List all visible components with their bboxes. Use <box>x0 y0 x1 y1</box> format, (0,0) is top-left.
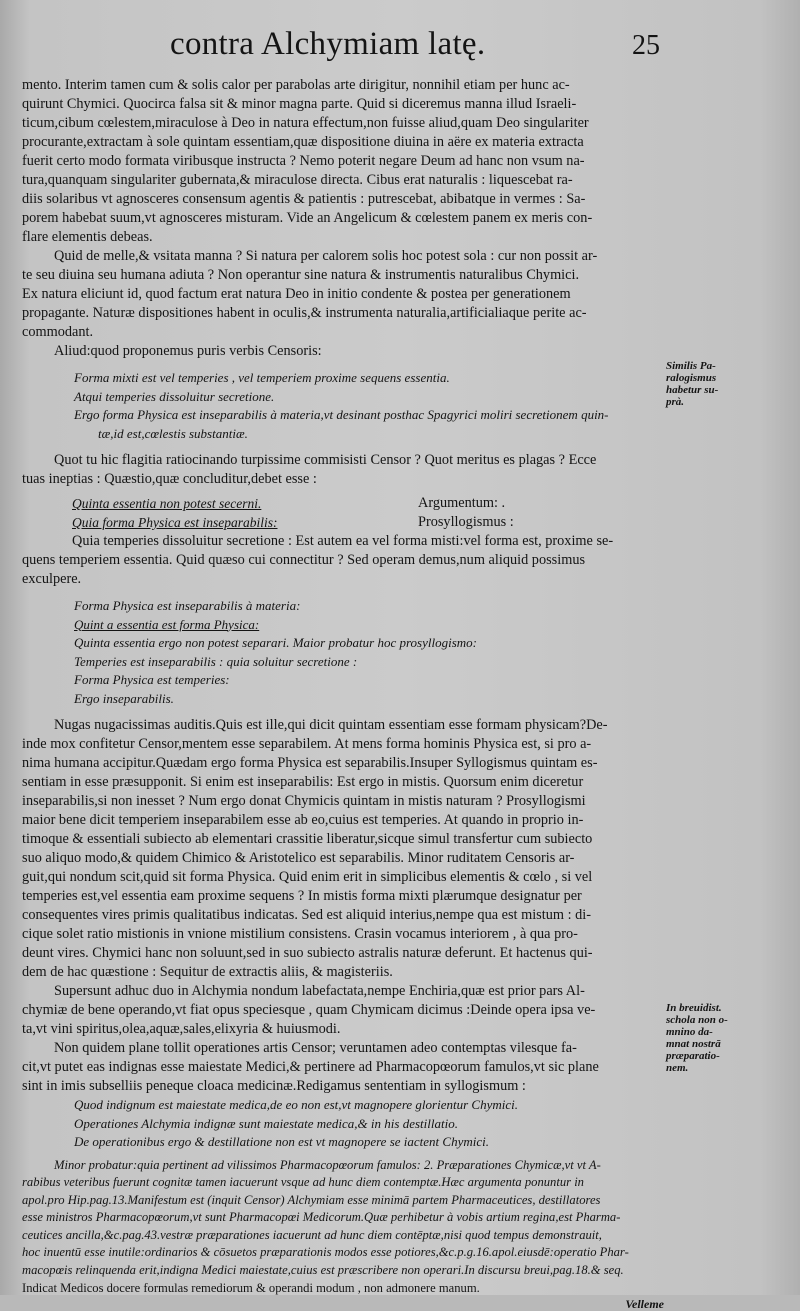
text-line: temperies est,vel essentia eam proxime sequens ? In mistis forma mixti plærumque designatur per <box>22 888 582 904</box>
text-line: propagante. Naturæ dispositiones habent in oculis,& instrumenta naturalia,artificialiaque perite ac- <box>22 305 587 321</box>
syllogism-line: Forma Physica est inseparabilis à materia: <box>74 598 301 613</box>
text-line: Quia temperies dissoluitur secretione : Est autem ea vel forma misti:vel forma est, proxime se- <box>72 533 614 549</box>
text-line: Supersunt adhuc duo in Alchymia nondum labefactata,nempe Enchiria,quæ est prior pars Al- <box>54 983 585 999</box>
text-line: diis solaribus vt agnosceres consensum agentis & patientis : putrescebat, abibatque in vermes : Sa- <box>22 191 586 207</box>
text-line: Nugas nugacissimas auditis.Quis est ille,qui dicit quintam essentiam esse formam physicam?De- <box>54 717 608 733</box>
syllogism-line: Quod indignum est maiestate medica,de eo non est,vt magnopere glorientur Chymici. <box>74 1097 518 1112</box>
argument-premise: Quia forma Physica est inseparabilis: <box>72 515 278 530</box>
page-number: 25 <box>632 30 660 61</box>
syllogism-line: Quint a essentia est forma Physica: <box>74 616 260 632</box>
margin-note-line: In breuidist. <box>666 1002 722 1014</box>
text-line: Quid de melle,& vsitata manna ? Si natura per calorem solis hoc potest sola : cur non possit ar- <box>54 248 598 264</box>
margin-note-line: Similis Pa- <box>666 360 716 372</box>
syllogism-2 <box>22 597 664 708</box>
argument-label: Argumentum: . <box>418 495 506 511</box>
text-line: tuas ineptias : Quæstio,quæ concluditur,debet esse : <box>22 471 317 487</box>
syllogism-line: tæ,id est,cœlestis substantiæ. <box>98 425 248 441</box>
text-line: timoque & essentiali subiecto ab elementari crassitie liberatur,sicque simul transfertur cum subiecto <box>22 831 593 847</box>
argument-row <box>22 513 664 532</box>
text-line: procurante,extractam à sole quintam essentiam,quæ dispositione diuina in aëre ex materia extracta <box>22 134 584 150</box>
text-line: rabibus veteribus fuerunt cognitæ tamen iacuerunt vsque ad hunc diem contemptæ.Hæc argumenta ponuntur in <box>22 1175 584 1190</box>
syllogism-line: Forma mixti est vel temperies , vel temperiem proxime sequens essentia. <box>74 370 450 385</box>
margin-note-2 <box>666 1002 796 1074</box>
text-line: fuerit certo modo formata viribusque instructa ? Nemo poterit negare Deum ad hanc non vsum na- <box>22 153 585 169</box>
syllogism-1 <box>22 369 664 443</box>
syllogism-line: Ergo forma Physica est inseparabilis à materia,vt desinant posthac Spagyrici moliri secretionem quin- <box>74 407 609 422</box>
paragraph-6 <box>22 716 664 982</box>
text-line: inseparabilis,si non inesset ? Num ergo donat Chymicis quintam in mistis naturam ? Prosyllogismi <box>22 793 586 809</box>
text-line: flare elementis debeas. <box>22 229 153 245</box>
text-line: deunt vires. Chymici hanc non soluunt,sed in suo subiecto astralis naturæ deferunt. Et hactenus qui- <box>22 945 593 961</box>
text-line: Minor probatur:quia pertinent ad vilissimos Pharmacopœorum famulos: 2. Præparationes Chymicæ,vt vt A- <box>54 1157 601 1172</box>
text-line: ticum,cibum cœlestem,miraculose à Deo in natura effectum,non fuisse aliud,quam Deo singulariter <box>22 115 589 131</box>
text-line: Ex natura eliciunt id, quod factum erat natura Deo in initio condente & postea per generationem <box>22 286 571 302</box>
argument-label: Prosyllogismus : <box>418 514 514 530</box>
text-line: te seu diuina seu humana adiuta ? Non operantur sine natura & instrumentis naturalibus Chymici. <box>22 267 580 283</box>
text-line: Indicat Medicos docere formulas remediorum & operandi modum , non admonere manum. <box>22 1280 480 1295</box>
text-line: guit,qui nondum scit,quid sit forma Physica. Quid enim erit in simplicibus elementis & cœlo , si vel <box>22 869 593 885</box>
margin-note-1 <box>666 360 796 408</box>
paragraph-4 <box>22 451 664 489</box>
argument-table <box>22 494 664 532</box>
text-line: nima humana accipitur.Quædam ergo forma Physica est separabilis.Insuper Syllogismus quintam es- <box>22 755 598 771</box>
text-line: macopœis relinquenda erit,indigna Medici maiestate,cuius est præscribere non operari.In discursu breui,pag.18.& seq. <box>22 1263 624 1278</box>
text-line: cit,vt putet eas indignas esse maiestate Medici,& pertinere ad Pharmacopœorum famulos,vt sic plane <box>22 1059 599 1075</box>
text-line: suo aliquo modo,& quidem Chimico & Aristotelico est separabilis. Minor ruditatem Censoris ar- <box>22 850 575 866</box>
text-line: consequentes vires primis qualitatibus indicatas. Sed est aliquid interius,nempe qua est mistum : di- <box>22 907 591 923</box>
main-text-column <box>22 76 664 1311</box>
text-line: quens temperiem essentia. Quid quæso cui connectitur ? Sed operam demus,num aliquid possimus <box>22 552 586 568</box>
syllogism-line: Operationes Alchymia indignæ sunt maiestate medica,& in his destillatio. <box>74 1115 458 1131</box>
syllogism-line: Forma Physica est temperies: <box>74 672 230 687</box>
margin-note-line: ralogismus <box>666 372 717 384</box>
margin-note-line: schola non o- <box>666 1014 728 1026</box>
text-line: chymiæ de bene operando,vt fiat opus speciesque , quam Chymicam dicimus :Deinde opera ipsa ve- <box>22 1002 596 1018</box>
margin-note-line: habetur su- <box>666 384 719 396</box>
margin-note-line: mnat nostrā <box>666 1038 721 1050</box>
paragraph-3 <box>22 342 664 361</box>
text-line: hoc inuentū esse inutile:ordinarios & cōsuetos præparationis modos esse potiores,&c.p.g.16.apol.eiusdē:operatio Phar- <box>22 1245 629 1260</box>
argument-premise: Quinta essentia non potest secerni. <box>72 496 262 511</box>
text-line: quirunt Chymici. Quocirca falsa sit & minor magna parte. Quid si diceremus manna illud Israeli- <box>22 96 577 112</box>
paragraph-8 <box>22 1039 664 1096</box>
text-line: inde mox confitetur Censor,mentem esse separabilem. At mens forma hominis Physica est, si pro a- <box>22 736 592 752</box>
paragraph-7 <box>22 982 664 1039</box>
margin-note-line: præparatio- <box>666 1050 720 1062</box>
text-line: commodant. <box>22 324 94 340</box>
text-line: exculpere. <box>22 571 82 587</box>
margin-note-line: mnino da- <box>666 1026 713 1038</box>
paragraph-9-note <box>22 1157 664 1280</box>
catchword: Velleme <box>625 1297 664 1311</box>
page-header <box>0 26 800 72</box>
syllogism-line: Temperies est inseparabilis : quia soluitur secretione : <box>74 653 358 669</box>
paragraph-1 <box>22 76 664 247</box>
text-line: porem habebat suum,vt agnosceres misturam. Vide an Angelicum & cœlestem panem ex meris con- <box>22 210 593 226</box>
text-line: Non quidem plane tollit operationes artis Censor; veruntamen adeo contemptas vilesque fa- <box>54 1040 577 1056</box>
text-line: sentiam in esse præsupponit. Si enim est inseparabilis: Est ergo in mistis. Quorsum enim diceretur <box>22 774 584 790</box>
syllogism-line: Quinta essentia ergo non potest separari. Maior probatur hoc prosyllogismo: <box>74 635 477 650</box>
text-line: mento. Interim tamen cum & solis calor per parabolas arte dirigitur, nonnihil etiam per hunc ac- <box>22 77 570 93</box>
margin-note-line: nem. <box>666 1062 689 1074</box>
paragraph-5 <box>22 532 664 589</box>
text-line: sint in imis subselliis peneque cloaca medicinæ.Redigamus sententiam in syllogismum : <box>22 1078 526 1094</box>
text-line: ceutices ancilla,&c.pag.43.vestræ præparationes iacuerunt ad hunc diem contēptæ,nisi quod tempus demonstrauit, <box>22 1227 602 1242</box>
paragraph-9-last <box>22 1280 664 1298</box>
syllogism-3 <box>22 1096 664 1152</box>
margin-note-line: prà. <box>666 396 685 408</box>
text-line: maior bene dicit temperiem inseparabilem esse ab eo,cuius est temperies. At quando in proprio in- <box>22 812 584 828</box>
paragraph-2 <box>22 247 664 342</box>
text-line: cique solet ratio mistionis in vnione mistilium consistens. Crasin vocamus interiorem , à qua pro- <box>22 926 578 942</box>
syllogism-line: Atqui temperies dissoluitur secretione. <box>74 388 275 404</box>
text-line: ta,vt vini spiritus,olea,aquæ,sales,elixyria & huiusmodi. <box>22 1021 341 1037</box>
text-line: tura,quanquam singulariter gubernata,& miraculose directa. Cibus erat naturalis : liquescebat ra- <box>22 172 573 188</box>
syllogism-line: Ergo inseparabilis. <box>74 690 174 706</box>
text-line: Quot tu hic flagitia ratiocinando turpissime commisisti Censor ? Quot meritus es plagas ? Ecce <box>54 452 597 468</box>
running-title: contra Alchymiam latę. <box>170 26 486 62</box>
text-line: Aliud:quod proponemus puris verbis Censoris: <box>54 343 322 359</box>
text-line: apol.pro Hip.pag.13.Manifestum est (inquit Censor) Alchymiam esse minimā partem Pharmaceutices, destillatores <box>22 1192 601 1207</box>
text-line: esse ministros Pharmacopœorum,vt sunt Pharmacopœi Medicorum.Quæ perhibetur à vobis artium regina,est Pharma- <box>22 1210 621 1225</box>
text-line: dem de hac quæstione : Sequitur de extractis aliis, & magisteriis. <box>22 964 393 980</box>
argument-row <box>22 494 664 513</box>
syllogism-line: De operationibus ergo & destillatione non est vt magnopere se iactent Chymici. <box>74 1134 489 1149</box>
